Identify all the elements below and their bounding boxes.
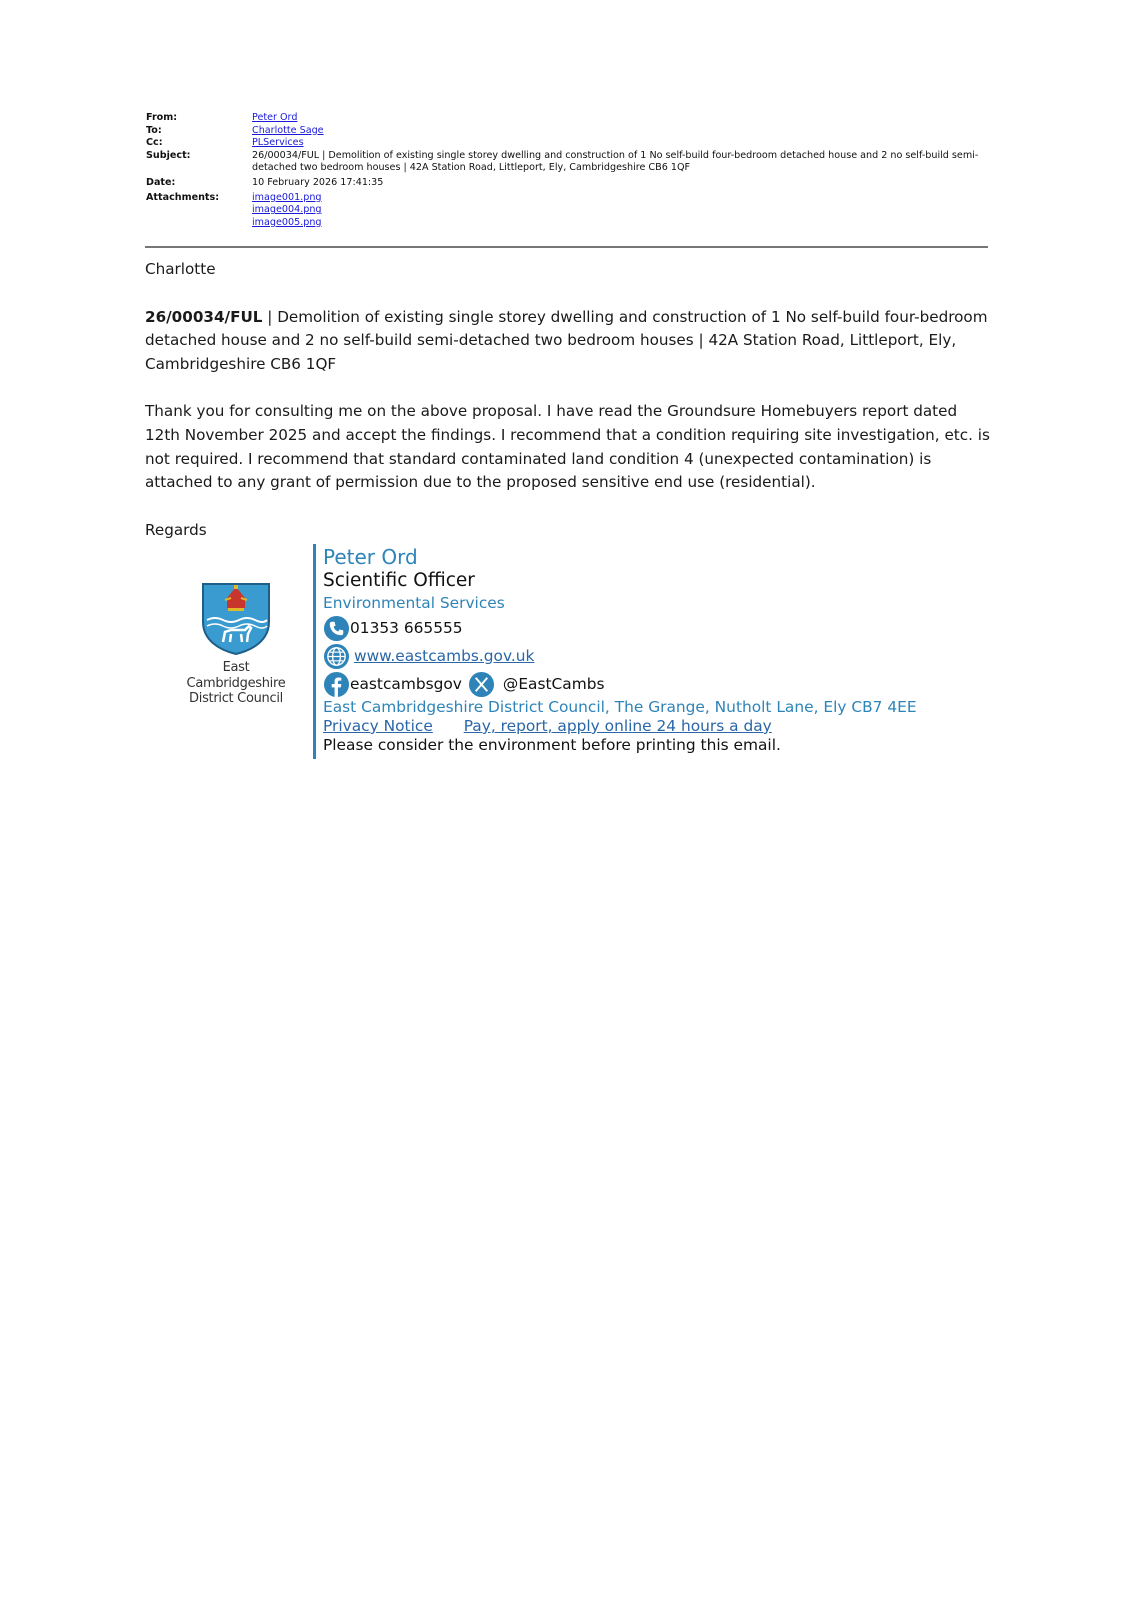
signature-title: Scientific Officer	[323, 570, 475, 591]
date-value: 10 February 2026 17:41:35	[252, 176, 384, 188]
x-handle: @EastCambs	[502, 674, 605, 693]
date-label: Date:	[146, 176, 176, 188]
phone-line	[323, 614, 1023, 642]
main-paragraph: Thank you for consulting me on the above proposal. I have read the Groundsure Homebuyers report dated 12th November 2025 and accept the findings. I recommend that a condition requiring site investigation, etc. is not required. I recommend that standard contaminated land condition 4 (unexpected contamination) is attached to any grant of permission due to the proposed sensitive end use (residential).	[145, 402, 990, 492]
to-row	[146, 125, 986, 138]
attachments-label: Attachments:	[146, 191, 220, 203]
facebook-handle: eastcambsgov	[350, 674, 462, 693]
subject-row	[146, 150, 986, 175]
subject-line-1: 26/00034/FUL | Demolition of existing single storey dwelling and construction of 1 No self-build four-bedroom detached house and 2 no self-build semi-	[252, 149, 979, 161]
council-address: East Cambridgeshire District Council, The Grange, Nutholt Lane, Ely CB7 4EE	[323, 698, 917, 716]
globe-icon	[323, 643, 350, 670]
attachment-link[interactable]: image005.png	[252, 216, 322, 228]
date-row	[146, 177, 986, 190]
phone-icon	[323, 615, 350, 642]
to-label: To:	[146, 124, 162, 136]
reference-paragraph	[145, 306, 995, 377]
attachments-row	[146, 192, 986, 230]
privacy-notice-link[interactable]: Privacy Notice	[323, 717, 433, 735]
reference-number: 26/00034/FUL	[145, 307, 263, 326]
environment-note: Please consider the environment before printing this email.	[323, 736, 781, 754]
council-name-line-1: East Cambridgeshire	[186, 660, 286, 691]
cc-row	[146, 137, 986, 150]
cc-label: Cc:	[146, 137, 163, 149]
council-crest-icon	[201, 582, 271, 656]
cc-link[interactable]: PLServices	[252, 137, 304, 149]
social-line	[323, 670, 1023, 698]
signature-name: Peter Ord	[323, 545, 418, 569]
greeting: Charlotte	[145, 260, 216, 278]
from-label: From:	[146, 112, 178, 123]
council-name	[172, 660, 300, 707]
phone-number: 01353 665555	[350, 618, 463, 637]
online-services-link[interactable]: Pay, report, apply online 24 hours a day	[463, 717, 772, 735]
subject-label: Subject:	[146, 149, 191, 161]
council-name-line-2: District Council	[189, 691, 283, 706]
facebook-icon[interactable]	[323, 671, 350, 698]
x-twitter-icon[interactable]	[468, 671, 495, 698]
signoff: Regards	[145, 520, 207, 539]
attachment-link[interactable]: image001.png	[252, 191, 322, 203]
header-divider	[145, 246, 988, 248]
website-line	[323, 642, 1023, 670]
reference-description: | Demolition of existing single storey dwelling and construction of 1 No self-build four-bedroom detached house and 2 no self-build semi-detached two bedroom houses | 42A Station Road, Littleport, Ely, Cambridgeshire CB6 1QF	[145, 307, 988, 373]
from-link[interactable]: Peter Ord	[252, 112, 298, 123]
email-headers	[146, 112, 986, 229]
email-body	[145, 258, 995, 542]
signature-department: Environmental Services	[323, 594, 505, 612]
signature-divider	[313, 544, 316, 759]
attachment-link[interactable]: image004.png	[252, 204, 322, 216]
subject-line-2: detached two bedroom houses | 42A Station Road, Littleport, Ely, Cambridgeshire CB6 1QF	[252, 162, 691, 174]
signature-links	[323, 717, 1023, 736]
signature-block	[323, 545, 1023, 755]
to-link[interactable]: Charlotte Sage	[252, 124, 324, 136]
council-logo	[172, 582, 300, 706]
from-row	[146, 112, 986, 125]
website-link[interactable]: www.eastcambs.gov.uk	[354, 646, 535, 665]
